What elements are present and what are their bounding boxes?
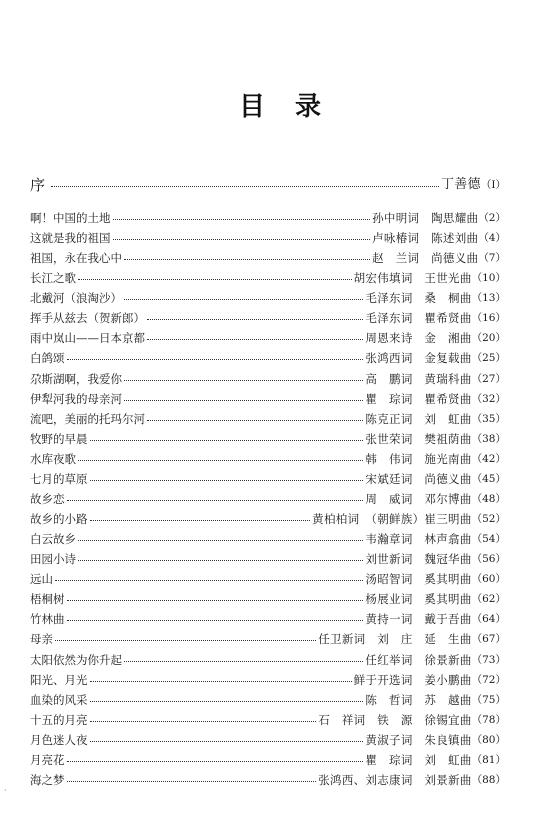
- toc-entry-credit: 赵 兰词 尚德义曲: [372, 251, 479, 266]
- dot-leader: [124, 369, 363, 389]
- toc-entry-title: 北戴河（浪淘沙）: [30, 291, 122, 306]
- toc-entry-title: 尕斯湖啊，我爱你: [30, 371, 122, 386]
- toc-entry-credit: 任红举词 徐景新曲: [365, 652, 472, 667]
- toc-entry-credit: 黄淑子词 朱良镇曲: [365, 732, 472, 747]
- dot-leader: [67, 770, 317, 790]
- toc-entry-page: （60）: [471, 573, 506, 586]
- toc-row: [30, 670, 506, 690]
- toc-entry-title: 七月的草原: [30, 471, 88, 486]
- toc-row: [30, 308, 506, 328]
- toc-entry-page: （13）: [471, 292, 506, 305]
- toc-entry-credit: 陈 哲词 苏 越曲: [365, 692, 472, 707]
- toc-entry-title: 序: [30, 176, 46, 194]
- toc-entry-page: （10）: [471, 272, 506, 285]
- dot-leader: [55, 569, 363, 589]
- toc-row: [30, 449, 506, 469]
- toc-entry-page: （38）: [471, 432, 506, 445]
- toc-row: [30, 569, 506, 589]
- dot-leader: [90, 670, 352, 690]
- toc-entry-page: （73）: [471, 653, 506, 666]
- toc-entry-credit: 韩 伟词 施光南曲: [365, 451, 472, 466]
- dot-leader: [113, 208, 371, 228]
- dot-leader: [124, 389, 363, 409]
- toc-entry-title: 竹林曲: [30, 612, 65, 627]
- dot-leader: [67, 489, 364, 509]
- toc-row: [30, 228, 506, 248]
- toc-row: [30, 730, 506, 750]
- toc-entry-credit: 陈克正词 刘 虹曲: [365, 411, 472, 426]
- toc-entry-credit: 张世荣词 樊祖荫曲: [365, 431, 472, 446]
- toc-entry-title: 太阳依然为你升起: [30, 652, 122, 667]
- toc-row: [30, 529, 506, 549]
- page-title: 目录: [238, 92, 351, 122]
- toc-entry-page: （25）: [471, 352, 506, 365]
- toc-entry-page: （27）: [471, 372, 506, 385]
- toc-entry-page: （67）: [471, 633, 506, 646]
- dot-leader: [67, 609, 364, 629]
- toc-entry-credit: 杨展业词 奚其明曲: [365, 592, 472, 607]
- dot-leader: [90, 429, 364, 449]
- toc-entry-credit: 周恩来诗 金 湘曲: [365, 331, 472, 346]
- toc-entry-page: （7）: [478, 252, 506, 265]
- toc-entry-credit: 鲜于开选词 姜小鹏曲: [353, 672, 472, 687]
- toc-entry-title: 啊！中国的土地: [30, 211, 111, 225]
- toc-entry-title: 白云故乡: [30, 532, 76, 547]
- toc-entry-credit: 黄柏柏词 （朝鲜族）崔三明曲: [312, 512, 472, 527]
- dot-leader: [78, 449, 363, 469]
- toc-entry-title: 梧桐树: [30, 592, 65, 607]
- dot-leader: [51, 175, 439, 195]
- toc-entry-credit: 丁善德: [440, 177, 481, 192]
- toc-row: [30, 429, 506, 449]
- toc-entry-credit: 瞿 琮词 刘 虹曲: [365, 752, 472, 767]
- toc-entry-page: （42）: [471, 452, 506, 465]
- toc-entry-credit: 高 鹏词 黄瑞科曲: [365, 371, 472, 386]
- toc-entry-title: 水库夜歌: [30, 451, 76, 466]
- toc-row: [30, 750, 506, 770]
- toc-entry-credit: 卢咏椿词 陈述刘曲: [372, 231, 479, 246]
- toc-entry-title: 牧野的早晨: [30, 431, 88, 446]
- toc-entry-title: 伊犁河我的母亲河: [30, 391, 122, 406]
- dot-leader: [147, 409, 363, 429]
- toc-entry-title: 白鸽颂: [30, 351, 65, 366]
- dot-leader: [67, 750, 364, 770]
- dot-leader: [124, 248, 370, 268]
- toc-entry-page: （20）: [471, 332, 506, 345]
- toc-entry-title: 雨中岚山——日本京都: [30, 331, 145, 346]
- dot-leader: [67, 589, 364, 609]
- toc-entry-title: 月色迷人夜: [30, 732, 88, 747]
- dot-leader: [124, 650, 363, 670]
- toc-entry-title: 母亲: [30, 632, 53, 647]
- toc-row: [30, 208, 506, 228]
- toc-row: [30, 369, 506, 389]
- toc-row: [30, 690, 506, 710]
- toc-entry-credit: 孙中明词 陶思耀曲: [372, 211, 479, 225]
- toc-entry-page: （32）: [471, 392, 506, 405]
- toc-entry-title: 海之梦: [30, 772, 65, 787]
- toc-row: [30, 389, 506, 409]
- toc-row: [30, 268, 506, 288]
- toc-entry-page: （56）: [471, 553, 506, 566]
- toc-row: [30, 328, 506, 348]
- dot-leader: [147, 308, 363, 328]
- toc-row: [30, 469, 506, 489]
- dot-leader: [55, 629, 316, 649]
- toc-row: [30, 489, 506, 509]
- toc-row: [30, 609, 506, 629]
- toc-entry-page: （78）: [471, 713, 506, 726]
- toc-row: [30, 409, 506, 429]
- toc-row: [30, 509, 506, 529]
- toc-entry-page: （35）: [471, 412, 506, 425]
- toc-entry-page: （52）: [471, 513, 506, 526]
- toc-entry-credit: 黄持一词 戴于吾曲: [365, 612, 472, 627]
- toc-entry-title: 十五的月亮: [30, 712, 88, 727]
- toc-entry-credit: 张鸿西词 金复载曲: [365, 351, 472, 366]
- dot-leader: [67, 348, 364, 368]
- toc-row: [30, 549, 506, 569]
- toc-entry-page: （I）: [480, 179, 506, 191]
- toc-entry-title: 故乡的小路: [30, 512, 88, 527]
- toc-entry-title: 月亮花: [30, 752, 65, 767]
- dot-leader: [78, 268, 352, 288]
- toc-entry-credit: 宋斌廷词 尚德义曲: [365, 471, 472, 486]
- dot-leader: [113, 228, 371, 248]
- toc-entry-credit: 汤昭智词 奚其明曲: [365, 572, 472, 587]
- toc-entry-title: 祖国，永在我心中: [30, 251, 122, 266]
- toc-entry-credit: 毛泽东词 瞿希贤曲: [365, 311, 472, 326]
- toc-entry-credit: 胡宏伟填词 王世光曲: [353, 271, 472, 286]
- toc-entry-credit: 毛泽东词 桑 桐曲: [365, 291, 472, 306]
- toc-entry-page: （48）: [471, 492, 506, 505]
- toc-entry-page: （16）: [471, 312, 506, 325]
- toc-entry-page: （54）: [471, 533, 506, 546]
- dot-leader: [78, 529, 363, 549]
- toc-entry-page: （2）: [478, 212, 506, 224]
- dot-leader: [90, 690, 364, 710]
- toc-entry-title: 田园小诗: [30, 552, 76, 567]
- toc-entry-credit: 周 威词 邓尔博曲: [365, 491, 472, 506]
- dot-leader: [90, 710, 317, 730]
- toc-entry-title: 故乡恋: [30, 491, 65, 506]
- toc-row-preface: [30, 175, 506, 195]
- toc-row: [30, 248, 506, 268]
- toc-entry-credit: 刘世新词 魏冠华曲: [365, 552, 472, 567]
- toc-entry-credit: 韦瀚章词 林声翕曲: [365, 532, 472, 547]
- toc-entry-page: （72）: [471, 673, 506, 686]
- toc-entry-title: 阳光、月光: [30, 672, 88, 687]
- dot-leader: [78, 549, 363, 569]
- toc-row: [30, 710, 506, 730]
- toc-row: [30, 770, 506, 790]
- dot-leader: [124, 288, 363, 308]
- toc-entry-credit: 任卫新词 刘 庄 延 生曲: [318, 632, 472, 647]
- toc-entry-page: （62）: [471, 593, 506, 606]
- toc-entry-credit: 瞿 琮词 瞿希贤曲: [365, 391, 472, 406]
- dot-leader: [90, 730, 364, 750]
- toc-row: [30, 650, 506, 670]
- toc-row: [30, 288, 506, 308]
- toc-row: [30, 629, 506, 649]
- toc-entry-title: 远山: [30, 572, 53, 587]
- toc-entry-page: （88）: [471, 773, 506, 786]
- toc-entry-title: 血染的风采: [30, 692, 88, 707]
- toc-entry-page: （45）: [471, 472, 506, 485]
- scan-mark: ·: [4, 786, 7, 795]
- toc-entry-title: 挥手从兹去（贺新郎）: [30, 311, 145, 326]
- toc-row: [30, 589, 506, 609]
- dot-leader: [90, 509, 311, 529]
- toc-entry-page: （81）: [471, 753, 506, 766]
- toc-entry-page: （64）: [471, 613, 506, 626]
- toc-entry-credit: 石 祥词 铁 源 徐锡宜曲: [318, 712, 472, 727]
- toc-entry-credit: 张鸿西、刘志康词 刘景新曲: [318, 772, 472, 787]
- toc-entry-title: 这就是我的祖国: [30, 231, 111, 246]
- toc-entry-title: 流吧，美丽的托玛尔河: [30, 411, 145, 426]
- toc-row: [30, 348, 506, 368]
- toc-entry-page: （4）: [478, 232, 506, 245]
- dot-leader: [147, 328, 363, 348]
- toc-entry-page: （80）: [471, 733, 506, 746]
- toc-entry-page: （75）: [471, 693, 506, 706]
- toc-entry-title: 长江之歌: [30, 271, 76, 286]
- dot-leader: [90, 469, 364, 489]
